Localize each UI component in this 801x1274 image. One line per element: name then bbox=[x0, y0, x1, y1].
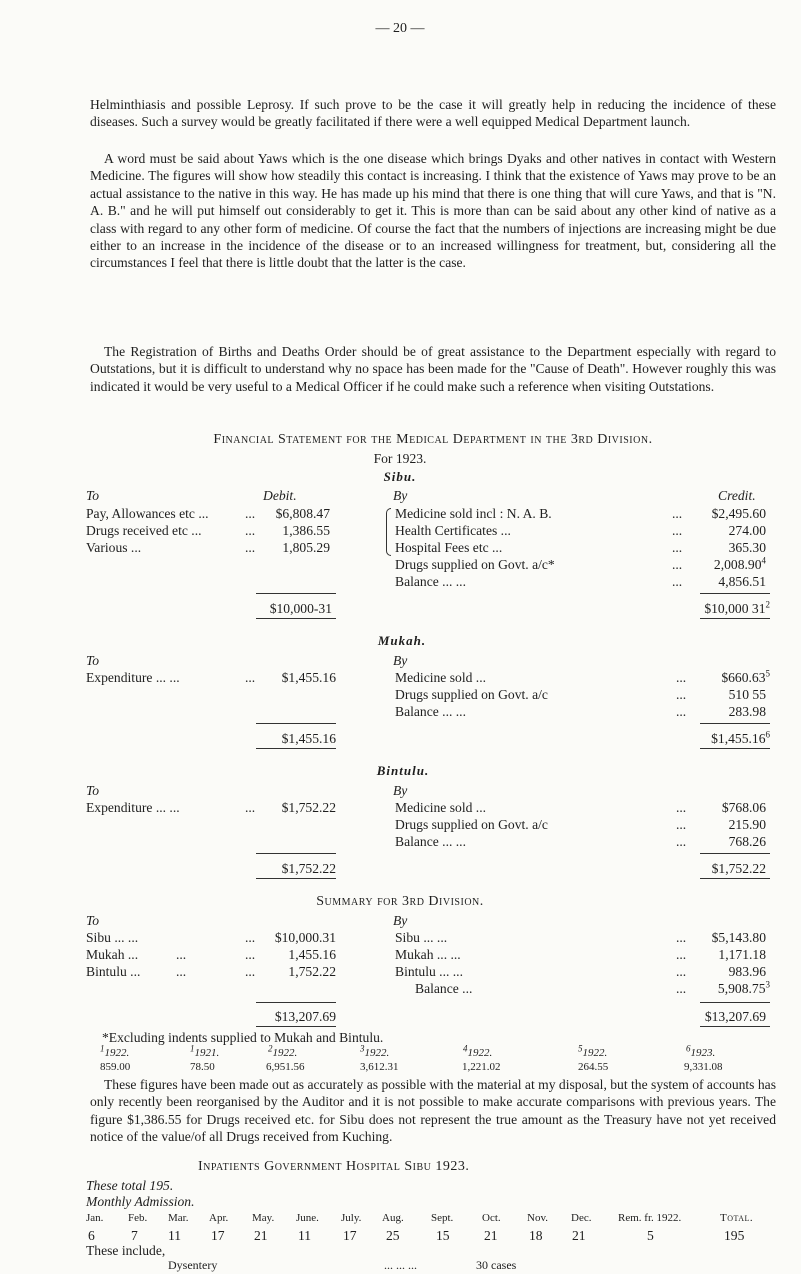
summary-heading: Summary for 3rd Division. bbox=[316, 894, 484, 909]
bintulu-debit-value: $1,752.22 bbox=[281, 800, 336, 815]
col-by: By bbox=[393, 913, 408, 928]
bintulu-credit-value: $768.06 bbox=[721, 800, 766, 815]
summary-debit-label: Bintulu ... bbox=[86, 964, 141, 979]
mukah-credit-label: Medicine sold ... bbox=[395, 670, 486, 685]
statement-title: Financial Statement for the Medical Department in the 3rd Division. bbox=[213, 432, 653, 447]
bintulu-debit-label: Expenditure ... ... bbox=[86, 800, 180, 815]
bintulu-heading: Bintulu. bbox=[376, 763, 430, 778]
rule bbox=[700, 1026, 770, 1027]
bintulu-credit-dots: ... bbox=[676, 834, 687, 849]
rule bbox=[256, 593, 336, 594]
month-header: Feb. bbox=[128, 1212, 148, 1224]
summary-credit-dots: ... bbox=[676, 981, 687, 996]
summary-debit-label: Mukah ... bbox=[86, 947, 139, 962]
footnote-value: 3,612.31 bbox=[360, 1061, 399, 1073]
summary-debit-label: Sibu ... ... bbox=[86, 930, 139, 945]
bintulu-debit-dots: ... bbox=[245, 800, 256, 815]
sibu-debit-value: 1,805.29 bbox=[282, 540, 330, 555]
summary-credit-label: Bintulu ... ... bbox=[395, 964, 463, 979]
sibu-debit-total: $10,000-31 bbox=[269, 601, 332, 616]
summary-credit-value: 983.96 bbox=[728, 964, 766, 979]
mukah-credit-label: Balance ... ... bbox=[395, 704, 466, 719]
summary-credit-value: 1,171.18 bbox=[718, 947, 766, 962]
rule bbox=[700, 723, 770, 724]
month-header: Rem. fr. 1922. bbox=[618, 1212, 682, 1224]
summary-credit-dots: ... bbox=[676, 947, 687, 962]
month-value: 21 bbox=[254, 1228, 268, 1243]
month-value: 18 bbox=[529, 1228, 543, 1243]
summary-debit-dots: ... bbox=[245, 947, 256, 962]
rule bbox=[700, 748, 770, 749]
footnote-excluding: *Excluding indents supplied to Mukah and Bintulu. bbox=[102, 1030, 384, 1045]
mukah-heading: Mukah. bbox=[377, 633, 427, 648]
mukah-debit-total: $1,455.16 bbox=[281, 731, 336, 746]
sibu-heading: Sibu. bbox=[383, 469, 417, 484]
month-header: May. bbox=[252, 1212, 275, 1224]
sibu-credit-value: $2,495.60 bbox=[711, 506, 766, 521]
brace bbox=[386, 508, 391, 556]
sibu-credit-dots: ... bbox=[672, 574, 683, 589]
summary-debit-value: $10,000.31 bbox=[274, 930, 336, 945]
rule bbox=[256, 748, 336, 749]
paragraph-registration: The Registration of Births and Deaths Order should be of great assistance to the Department especially with regard to Outstations, but it is difficult to understand why no space has been made for the "Cause of Death". However roughly this was indicated it would be very useful to a Medical Officer if he could make such a reference when visiting Outstations. bbox=[90, 344, 776, 394]
month-header: Sept. bbox=[431, 1212, 454, 1224]
mukah-debit-dots: ... bbox=[245, 670, 256, 685]
rule bbox=[700, 593, 770, 594]
summary-credit-total: $13,207.69 bbox=[704, 1009, 766, 1024]
footnote-value: 9,331.08 bbox=[684, 1061, 723, 1073]
rule bbox=[256, 1002, 336, 1003]
col-to: To bbox=[86, 488, 100, 503]
sibu-credit-label: Balance ... ... bbox=[395, 574, 466, 589]
col-by: By bbox=[393, 488, 408, 503]
inpatients-subtitle: Monthly Admission. bbox=[86, 1194, 195, 1209]
sibu-credit-value: 365.30 bbox=[728, 540, 766, 555]
mukah-credit-dots: ... bbox=[676, 670, 687, 685]
sibu-credit-total: $10,000 $31^2$ bbox=[704, 599, 770, 616]
month-header: July. bbox=[341, 1212, 362, 1224]
sibu-debit-label: Drugs received etc ... bbox=[86, 523, 202, 538]
footnote-value: 6,951.56 bbox=[266, 1061, 305, 1073]
mukah-debit-label: Expenditure ... ... bbox=[86, 670, 180, 685]
month-value: 7 bbox=[131, 1228, 138, 1243]
footnote-value: 78.50 bbox=[190, 1061, 215, 1073]
month-header: June. bbox=[296, 1212, 319, 1224]
summary-debit-dots: ... bbox=[176, 947, 187, 962]
mukah-credit-total: $1,455.16$^6$ bbox=[711, 729, 770, 746]
col-by: By bbox=[393, 783, 408, 798]
month-value: 21 bbox=[572, 1228, 586, 1243]
summary-credit-value: 5,908.75$^3$ bbox=[717, 979, 770, 996]
footnote-value: 264.55 bbox=[578, 1061, 609, 1073]
summary-debit-total: $13,207.69 bbox=[274, 1009, 336, 1024]
rule bbox=[256, 723, 336, 724]
rule bbox=[256, 618, 336, 619]
summary-credit-dots: ... bbox=[676, 930, 687, 945]
summary-debit-dots: ... bbox=[245, 930, 256, 945]
footnote-year: $^6$1923. bbox=[686, 1043, 716, 1059]
bintulu-credit-label: Drugs supplied on Govt. a/c bbox=[395, 817, 548, 832]
mukah-debit-value: $1,455.16 bbox=[281, 670, 336, 685]
rule bbox=[256, 878, 336, 879]
month-value: 11 bbox=[298, 1228, 312, 1243]
month-value: 5 bbox=[647, 1228, 654, 1243]
month-header: Dec. bbox=[571, 1212, 592, 1224]
disease-count: 30 cases bbox=[476, 1258, 517, 1272]
paragraph-helminthiasis: Helminthiasis and possible Leprosy. If such prove to be the case it will greatly help in reducing the incidence of these diseases. Such a survey would be greatly facilitated if there were a well equipped Medical Department launch. bbox=[90, 97, 776, 130]
footnote-year: $^1$1922. bbox=[100, 1043, 130, 1059]
bintulu-debit-total: $1,752.22 bbox=[281, 861, 336, 876]
sibu-credit-dots: ... bbox=[672, 557, 683, 572]
col-debit: Debit. bbox=[263, 488, 297, 503]
rule bbox=[700, 1002, 770, 1003]
sibu-credit-dots: ... bbox=[672, 506, 683, 521]
rule bbox=[700, 853, 770, 854]
inpatients-title: Inpatients Government Hospital Sibu 1923. bbox=[198, 1159, 470, 1174]
bintulu-credit-total: $1,752.22 bbox=[711, 861, 766, 876]
sibu-debit-dots: ... bbox=[245, 540, 256, 555]
summary-credit-dots: ... bbox=[676, 964, 687, 979]
col-to: To bbox=[86, 653, 100, 668]
month-header: Total. bbox=[720, 1212, 754, 1224]
bintulu-credit-label: Balance ... ... bbox=[395, 834, 466, 849]
summary-debit-dots: ... bbox=[176, 964, 187, 979]
footnote-year: $^1$1921. bbox=[190, 1043, 220, 1059]
sibu-credit-label: Hospital Fees etc ... bbox=[395, 540, 503, 555]
mukah-credit-value: $660.63$^5$ bbox=[721, 668, 770, 685]
month-value: 17 bbox=[343, 1228, 357, 1243]
month-value: 15 bbox=[436, 1228, 450, 1243]
bintulu-credit-dots: ... bbox=[676, 800, 687, 815]
summary-debit-dots: ... bbox=[245, 964, 256, 979]
rule bbox=[700, 878, 770, 879]
rule bbox=[256, 853, 336, 854]
summary-credit-label: Sibu ... ... bbox=[395, 930, 448, 945]
sibu-debit-dots: ... bbox=[245, 506, 256, 521]
sibu-credit-value: 274.00 bbox=[728, 523, 766, 538]
summary-debit-value: 1,752.22 bbox=[288, 964, 336, 979]
paragraph-yaws: A word must be said about Yaws which is the one disease which brings Dyaks and other natives in contact with Western Medicine. The figures will show how steadily this contact is increasing. I think that the existence of Yaws may prove to be an actual assistance to the native in this way. He has made up his mind that there is one thing that will cure Yaws, and that is "N. A. B." and he will put himself out considerably to get it. This is more than can be said about any other kind of native as a class with regard to any other form of medicine. Of course the fact that the numbers of injections are increasing might be due either to an increase in the incidence of the disease or to an increased willingness for treatment, but, considering all the circumstances I feel that there is little doubt that the latter is the case. bbox=[90, 151, 776, 271]
month-value: 195 bbox=[724, 1228, 745, 1243]
col-to: To bbox=[86, 913, 100, 928]
bintulu-credit-value: 768.26 bbox=[728, 834, 766, 849]
summary-debit-value: 1,455.16 bbox=[288, 947, 336, 962]
sibu-credit-value: 2,008.90$^4$ bbox=[713, 555, 766, 572]
sibu-debit-label: Pay, Allowances etc ... bbox=[86, 506, 209, 521]
rule bbox=[700, 618, 770, 619]
summary-credit-label: Balance ... bbox=[415, 981, 473, 996]
rule bbox=[256, 1026, 336, 1027]
bintulu-credit-value: 215.90 bbox=[728, 817, 766, 832]
sibu-credit-value: 4,856.51 bbox=[718, 574, 766, 589]
month-header: Nov. bbox=[527, 1212, 548, 1224]
sibu-debit-value: 1,386.55 bbox=[282, 523, 330, 538]
sibu-credit-label: Medicine sold incl : N. A. B. bbox=[395, 506, 552, 521]
month-value: 11 bbox=[168, 1228, 182, 1243]
footnote-value: 1,221.02 bbox=[462, 1061, 501, 1073]
bintulu-credit-label: Medicine sold ... bbox=[395, 800, 486, 815]
footnote-year: $^5$1922. bbox=[578, 1043, 608, 1059]
col-credit: Credit. bbox=[718, 488, 756, 503]
month-header: Oct. bbox=[482, 1212, 501, 1224]
month-value: 6 bbox=[88, 1228, 95, 1243]
month-header: Jan. bbox=[86, 1212, 104, 1224]
summary-credit-label: Mukah ... ... bbox=[395, 947, 461, 962]
mukah-credit-label: Drugs supplied on Govt. a/c bbox=[395, 687, 548, 702]
paragraph-accounts-note: These figures have been made out as accurately as possible with the material at my disposal, but the system of accounts has only recently been reorganised by the Auditor and it is not possible to make accurate comparisons with previous years. The figure $1,386.55 for Drugs received etc. for Sibu does not represent the true amount as the Treasury have not yet received notice of the value/of all Drugs received from Kuching. bbox=[90, 1077, 776, 1145]
include-label: These include, bbox=[86, 1243, 166, 1258]
sibu-debit-label: Various ... bbox=[86, 540, 142, 555]
mukah-credit-value: 510 55 bbox=[728, 687, 766, 702]
col-by: By bbox=[393, 653, 408, 668]
sibu-debit-value: $6,808.47 bbox=[275, 506, 330, 521]
sibu-debit-dots: ... bbox=[245, 523, 256, 538]
footnote-year: $^4$1922. bbox=[463, 1043, 493, 1059]
sibu-credit-label: Drugs supplied on Govt. a/c* bbox=[395, 557, 555, 572]
inpatients-total: These total 195. bbox=[86, 1178, 174, 1193]
month-header: Aug. bbox=[382, 1212, 404, 1224]
col-to: To bbox=[86, 783, 100, 798]
mukah-credit-dots: ... bbox=[676, 687, 687, 702]
summary-credit-value: $5,143.80 bbox=[711, 930, 766, 945]
page-number: — 20 — bbox=[375, 21, 425, 36]
month-header: Mar. bbox=[168, 1212, 189, 1224]
sibu-credit-label: Health Certificates ... bbox=[395, 523, 511, 538]
statement-year: For 1923. bbox=[373, 451, 427, 466]
sibu-credit-dots: ... bbox=[672, 540, 683, 555]
mukah-credit-dots: ... bbox=[676, 704, 687, 719]
month-value: 25 bbox=[386, 1228, 400, 1243]
bintulu-credit-dots: ... bbox=[676, 817, 687, 832]
disease-dots: ... ... ... bbox=[384, 1258, 417, 1272]
sibu-credit-dots: ... bbox=[672, 523, 683, 538]
month-header: Apr. bbox=[209, 1212, 229, 1224]
month-value: 17 bbox=[211, 1228, 225, 1243]
footnote-year: $^2$1922. bbox=[268, 1043, 298, 1059]
month-value: 21 bbox=[484, 1228, 498, 1243]
footnote-year: $^3$1922. bbox=[360, 1043, 390, 1059]
disease-name: Dysentery bbox=[168, 1258, 218, 1272]
mukah-credit-value: 283.98 bbox=[728, 704, 766, 719]
footnote-value: 859.00 bbox=[100, 1061, 131, 1073]
